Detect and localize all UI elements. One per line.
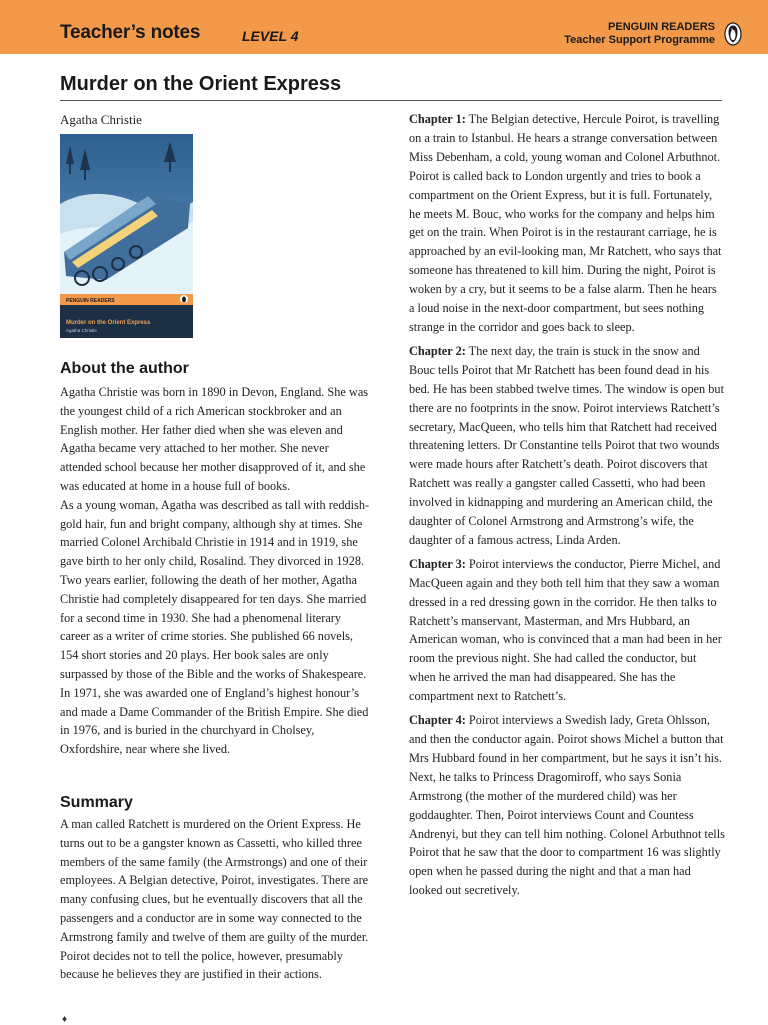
chapter-3-label: Chapter 3:	[409, 556, 466, 571]
page-marker: ♦	[62, 1014, 68, 1025]
chapter-4	[409, 711, 725, 900]
cover-title: Murder on the Orient Express	[66, 320, 151, 326]
book-cover-image	[60, 134, 193, 338]
about-paragraph-1: Agatha Christie was born in 1890 in Devon, England. She was the youngest child of a rich American stockbroker and an English mother. Her father died when she was eleven and Agatha became very attached to her mother. She never attended school because her mother disapproved of it, and she was educated at home in a house full of books.	[60, 385, 369, 493]
cover-series: PENGUIN READERS	[66, 298, 115, 304]
book-author: Agatha Christie	[60, 112, 142, 127]
chapter-summaries	[409, 110, 725, 905]
summary-heading: Summary	[60, 794, 133, 811]
chapter-3-text: Poirot interviews the conductor, Pierre Michel, and MacQueen again and they both tell him that they saw a woman dressed in a red dressing gown in the corridor. He then talks to Ratchett’s manservant, Masterman, and Mrs Hubbard, an American woman, who is convinced that a man had been in her room the previous night. She had called the conductor, but when he arrived the man had disappeared. She has the compartment next to Ratchett’s.	[409, 556, 722, 704]
header-band	[0, 0, 768, 54]
book-title: Murder on the Orient Express	[60, 73, 342, 95]
about-paragraph-2: As a young woman, Agatha was described as tall with reddish-gold hair, fun and bright company, although shy at times. She married Colonel Archibald Christie in 1914 and in 1919, she gave birth to her only child, Rosalind. They divorced in 1928. Two years earlier, following the death of her mother, Agatha Christie had completely disappeared for ten days. She married for a second time in 1930. She had a phenomenal literary career as a writer of crime stories. She published 66 novels, 154 short stories and 20 plays. Her book sales are only surpassed by those of the Bible and the works of Shakespeare. In 1971, she was awarded one of England’s highest honour’s and made a Dame Commander of the British Empire. She died in 1976, and is buried in the churchyard in Cholsey, Oxfordshire, near where she lived.	[60, 497, 370, 757]
chapter-2-text: The next day, the train is stuck in the snow and Bouc tells Poirot that Mr Ratchett has been found dead in his bed. He has been stabbed twelve times. The window is open but there are no footprints in the snow. Poirot interviews Ratchett’s secretary, MacQueen, who tells him that Ratchett had received threatening letters. Dr Constantine tells Poirot that two wounds were made hours after Ratchett’s death. Poirot discovers that Ratchett was really a gangster called Cassetti, who had been involved in kidnapping and murdering an American child, the daughter of Colonel Armstrong and Armstrong’s wife, the daughter of a famous actress, Linda Arden.	[409, 343, 724, 547]
chapter-1-text: The Belgian detective, Hercule Poirot, is travelling on a train to Istanbul. He hears a strange conversation between Miss Debenham, a cold, young woman and Colonel Arbuthnot. Poirot is called back to London urgently and tries to book a compartment on the Orient Express, but it is full. Fortunately, he meets M. Bouc, who works for the company and helps him get on the train. When Poirot is in the restaurant carriage, he is approached by an evil-looking man, Mr Ratchett, who says that someone has threatened to kill him. During the night, Poirot is woken by a cry, but it seems to be a false alarm. Then he hears a loud noise in the next-door compartment, but sees nothing strange in the corridor and goes back to sleep.	[409, 112, 722, 334]
chapter-2-label: Chapter 2:	[409, 343, 466, 358]
title-divider	[60, 100, 722, 101]
cover-author: Agatha Christie	[66, 328, 97, 333]
chapter-1	[409, 110, 725, 337]
chapter-4-text: Poirot interviews a Swedish lady, Greta Ohlsson, and then the conductor again. Poirot shows Michel a button that Mrs Hubbard found in her compartment, but he says it isn’t his. Next, he talks to Princess Dragomiroff, who says Sonia Armstrong (the mother of the murdered child) was her goddaughter. Then, Poirot interviews Count and Countess Andrenyi, but they can tell him nothing. Colonel Arbuthnot tells Poirot that he saw that the door to compartment 16 was slightly open when he passed during the night and that a man had looked out secretively.	[409, 713, 725, 898]
penguin-logo-icon	[721, 22, 745, 46]
about-text	[60, 383, 372, 759]
summary-paragraph: A man called Ratchett is murdered on the Orient Express. He turns out to be a gangster known as Cassetti, who killed three members of the same family (the Armstrongs) and one of their employees. A Belgian detective, Poirot, investigates. There are many confusing clues, but he eventually discovers that all the passengers and a conductor are in some way connected to the Armstrong family and twelve of them are guilty of the murder. Poirot decides not to tell the police, however, presumably because he believes they are justified in their actions.	[60, 817, 369, 982]
header-title: Teacher’s notes	[60, 22, 201, 43]
chapter-2	[409, 342, 725, 550]
header-level: LEVEL 4	[242, 28, 299, 44]
about-heading: About the author	[60, 360, 189, 377]
brand-line-2: Teacher Support Programme	[564, 34, 715, 46]
summary-text	[60, 815, 372, 984]
chapter-1-label: Chapter 1:	[409, 112, 466, 126]
chapter-4-label: Chapter 4:	[409, 713, 466, 728]
header-brand	[564, 21, 715, 47]
chapter-3	[409, 555, 725, 706]
brand-line-1: PENGUIN READERS	[608, 21, 715, 33]
